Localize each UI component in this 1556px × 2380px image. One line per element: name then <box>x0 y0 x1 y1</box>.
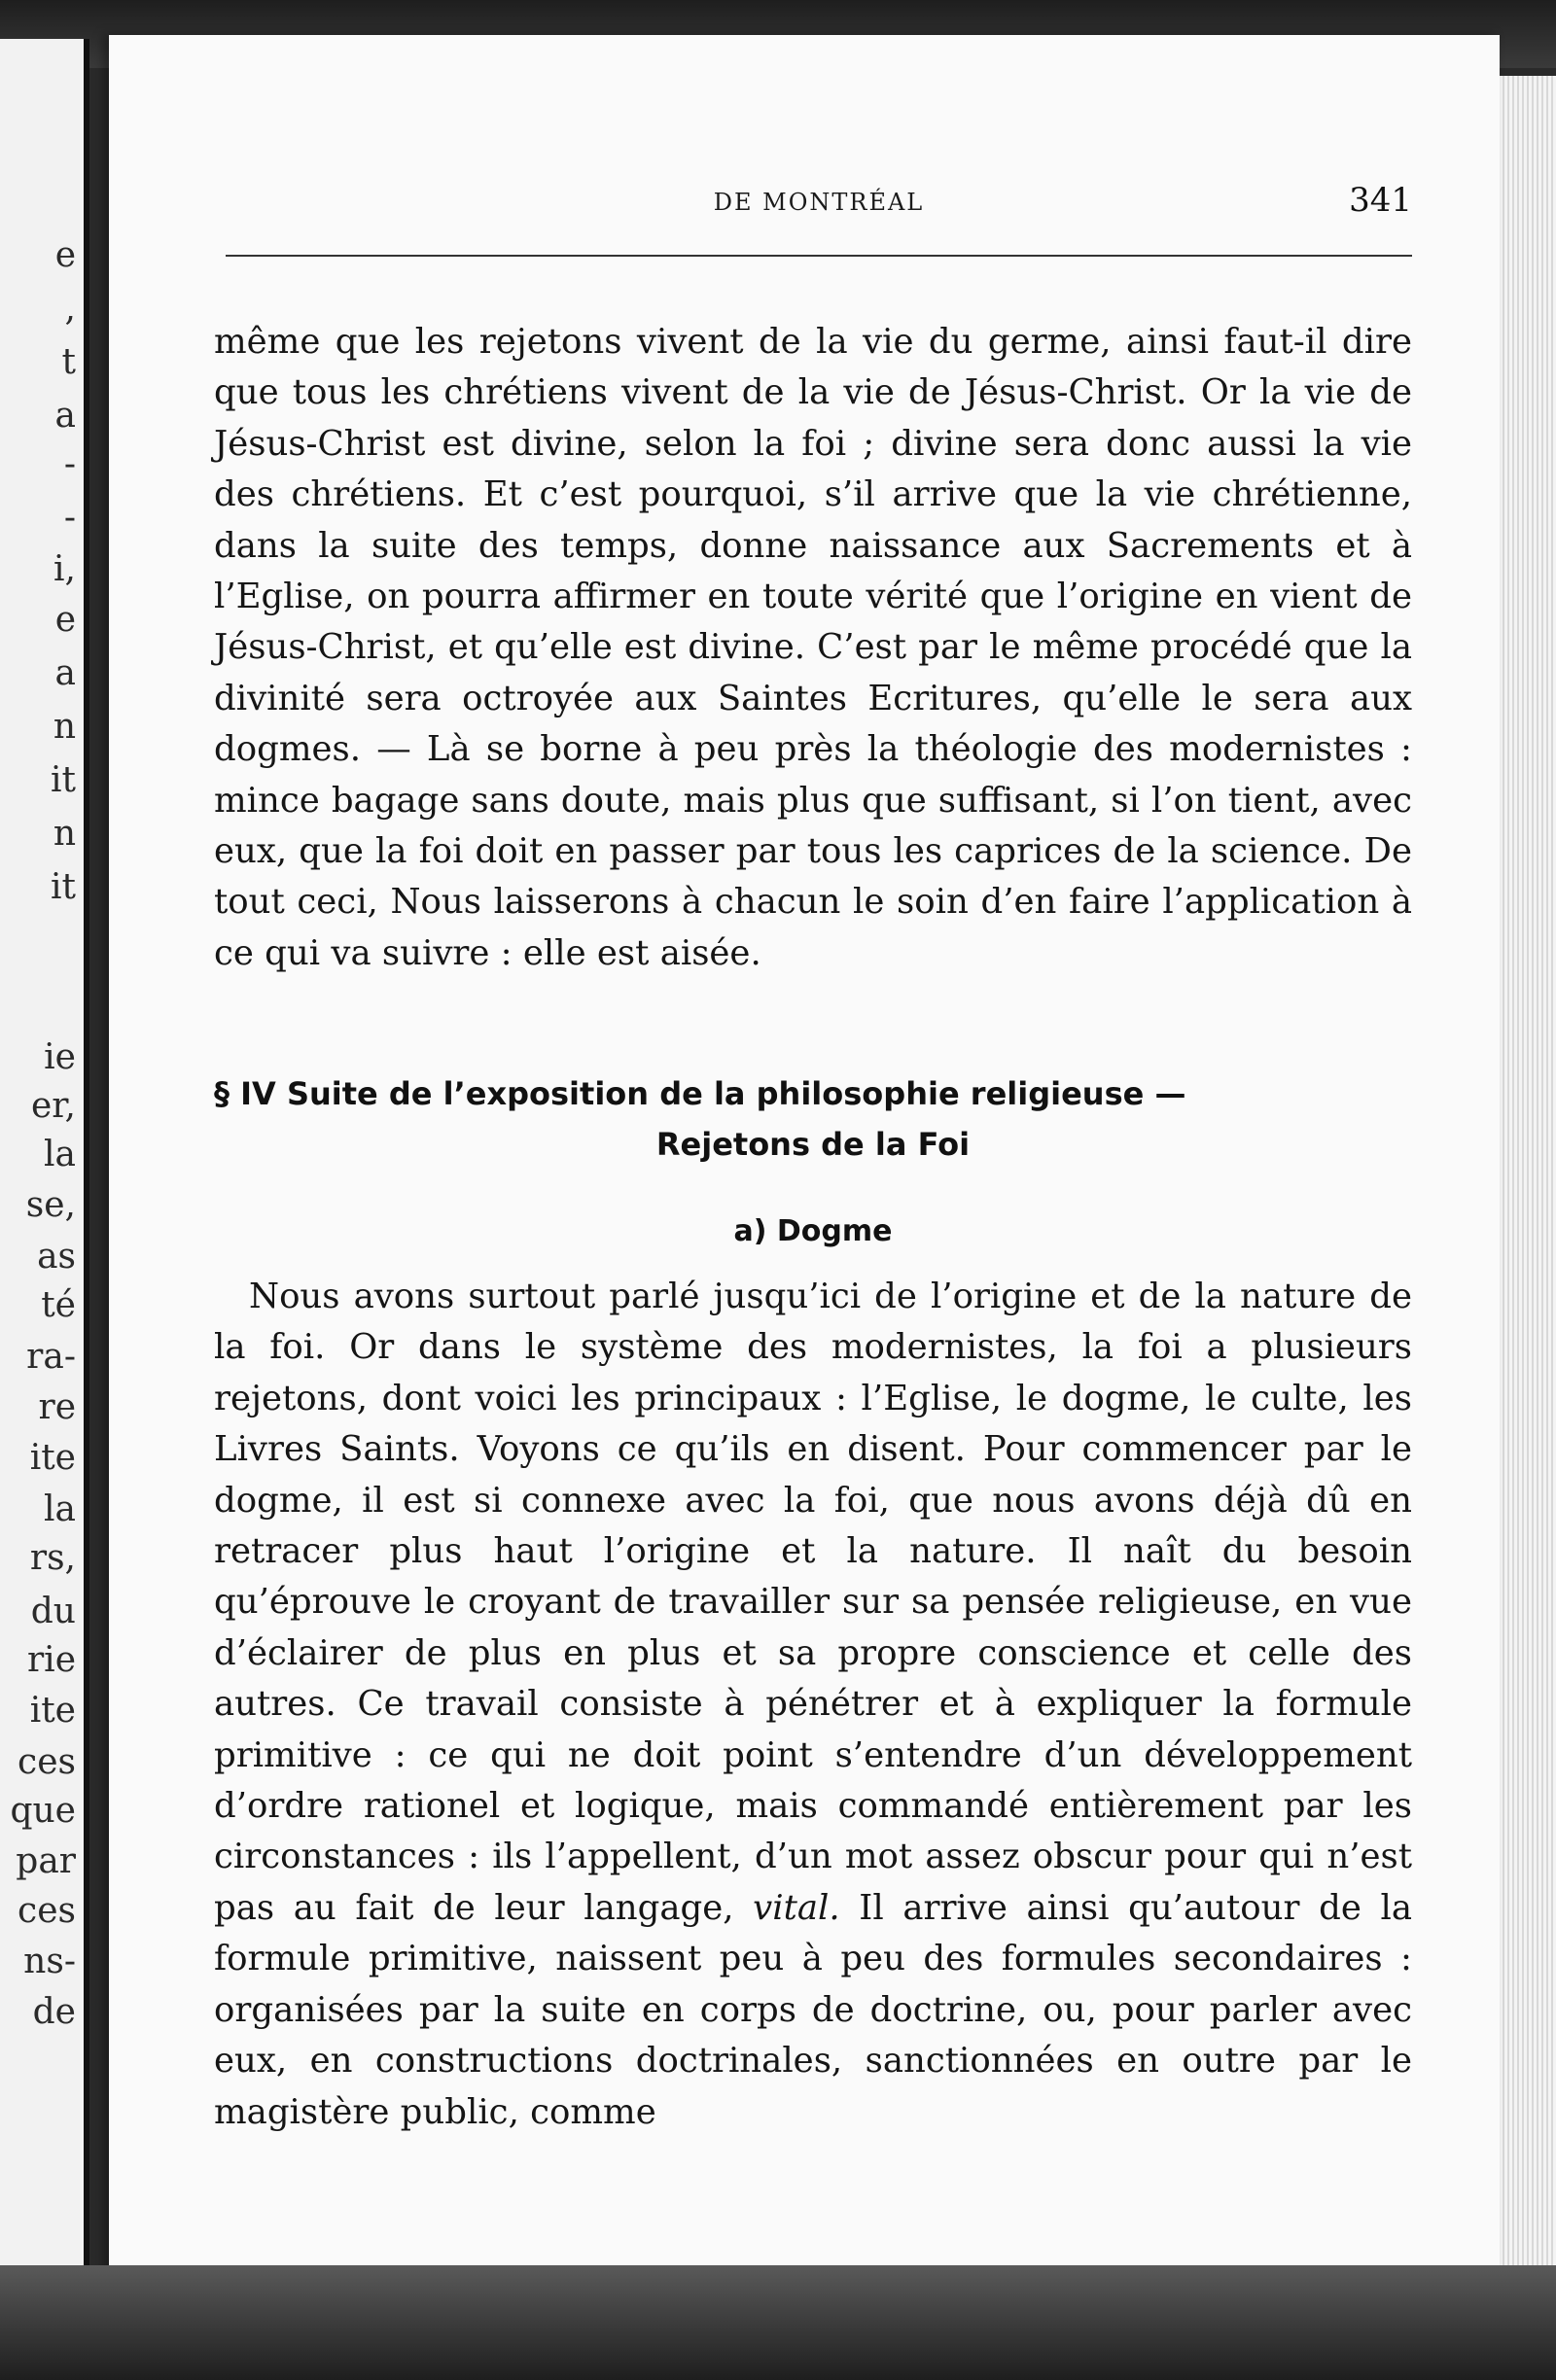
scanner-background-bottom <box>0 2265 1556 2380</box>
left-page-fragment: a <box>54 653 76 693</box>
left-page-edge <box>0 39 89 2265</box>
paragraph-1-text: même que les rejetons vivent de la vie du germe, ainsi faut-il dire que tous les chrétiens vivent de la vie de Jésus-Christ. Or la vie de Jésus-Christ est divine, selon la foi ; divine sera donc aussi la vie des chrétiens. Et c’est pourquoi, s’il arrive que la vie chrétienne, dans la suite des temps, donne naissance aux Sacrements et à l’Eglise, on pourra affirmer en toute vérité que l’origine en vient de Jésus-Christ, et qu’elle est divine. C’est par le même procédé que la divinité sera octroyée aux Saintes Ecritures, qu’elle le sera aux dogmes. — Là se borne à peu près la théologie des modernistes : mince bagage sans doute, mais plus que suffisant, si l’on tient, avec eux, que la foi doit en passer par tous les caprices de la science. De tout ceci, Nous laisserons à chacun le soin d’en faire l’application à ce qui va suivre : elle est aisée. <box>214 322 1412 973</box>
left-page-fragment: e <box>54 600 76 640</box>
left-page-fragment: - <box>63 498 76 538</box>
book-page <box>109 35 1500 2300</box>
section-heading <box>214 1068 1412 1170</box>
left-page-fragment: de <box>32 1992 76 2032</box>
paragraph-2-continuation: Il arrive ainsi qu’autour de la formule primitive, naissent peu à peu des formules secondaires : organisées par la suite en corps de doctrine, ou, pour parler avec eux, en constructions doctrinales, sanctionnées en outre par le magistère public, comme <box>214 1887 1413 2132</box>
left-page-fragment: la <box>44 1135 76 1174</box>
running-head-title: DE MONTRÉAL <box>713 189 925 216</box>
section-heading-line-2: Rejetons de la Foi <box>655 1126 971 1163</box>
left-page-fragment: ite <box>29 1691 76 1731</box>
left-page-fragment: par <box>16 1841 76 1881</box>
left-page-fragment: re <box>38 1387 76 1427</box>
paragraph-2 <box>214 1272 1412 2138</box>
left-page-fragment: ces <box>18 1891 76 1931</box>
header-rule <box>226 255 1412 257</box>
left-page-fragment: a <box>54 396 76 436</box>
left-page-fragment: as <box>37 1237 76 1277</box>
left-page-fragment: rs, <box>29 1538 76 1578</box>
left-page-fragment: e <box>54 235 76 275</box>
paragraph-continuation <box>214 317 1412 979</box>
left-page-fragment: rie <box>26 1640 76 1680</box>
left-page-fragment: ra- <box>26 1337 76 1377</box>
left-page-fragment: i, <box>53 549 76 589</box>
paragraph-dogme <box>214 1272 1412 2138</box>
left-page-fragment: , <box>64 289 76 329</box>
paragraph-2-text: Nous avons surtout parlé jusqu’ici de l’origine et de la nature de la foi. Or dans le système des modernistes, la foi a plusieurs rejetons, dont voici les principaux : l’Eglise, le dogme, le culte, les Livres Saints. Voyons ce qu’ils en disent. Pour commencer par le dogme, il est si connexe avec la foi, que nous avons déjà dû en retracer plus haut l’origine et la nature. Il naît du besoin qu’éprouve le croyant de travailler sur sa pensée religieuse, en vue d’éclairer de plus en plus et sa propre conscience et celle des autres. Ce travail consiste à pénétrer et à expliquer la formule primitive : ce qui ne doit point s’entendre d’un développement d’ordre rationel et logique, mais commandé entièrement par les circonstances : ils l’appellent, d’un mot assez obscur pour qui n’est pas au fait de leur langage, <box>214 1277 1412 1928</box>
left-page-fragment: t <box>61 342 76 382</box>
page-number: 341 <box>1349 181 1412 220</box>
left-page-fragment: er, <box>30 1086 76 1126</box>
left-page-fragment: ces <box>18 1742 76 1782</box>
left-page-fragment: ite <box>29 1438 76 1478</box>
left-page-fragment: que <box>10 1791 76 1831</box>
left-page-fragment: - <box>63 444 76 484</box>
sub-heading: a) Dogme <box>733 1214 893 1248</box>
left-page-fragment: la <box>44 1489 76 1529</box>
left-page-fragment: it <box>51 867 76 907</box>
left-page-fragment: ie <box>44 1037 76 1077</box>
left-page-fragment: ns- <box>23 1942 76 1981</box>
left-page-fragment: du <box>30 1592 76 1631</box>
left-page-fragment: té <box>41 1285 76 1325</box>
left-page-fragment: it <box>51 760 76 800</box>
left-page-fragment: se, <box>25 1185 76 1225</box>
running-head <box>226 181 1412 229</box>
left-page-fragment: n <box>53 707 76 747</box>
italic-term: vital. <box>753 1887 840 1928</box>
left-page-fragment: n <box>53 814 76 854</box>
section-heading-line-1: § IV Suite de l’exposition de la philosophie religieuse — <box>214 1075 1186 1112</box>
